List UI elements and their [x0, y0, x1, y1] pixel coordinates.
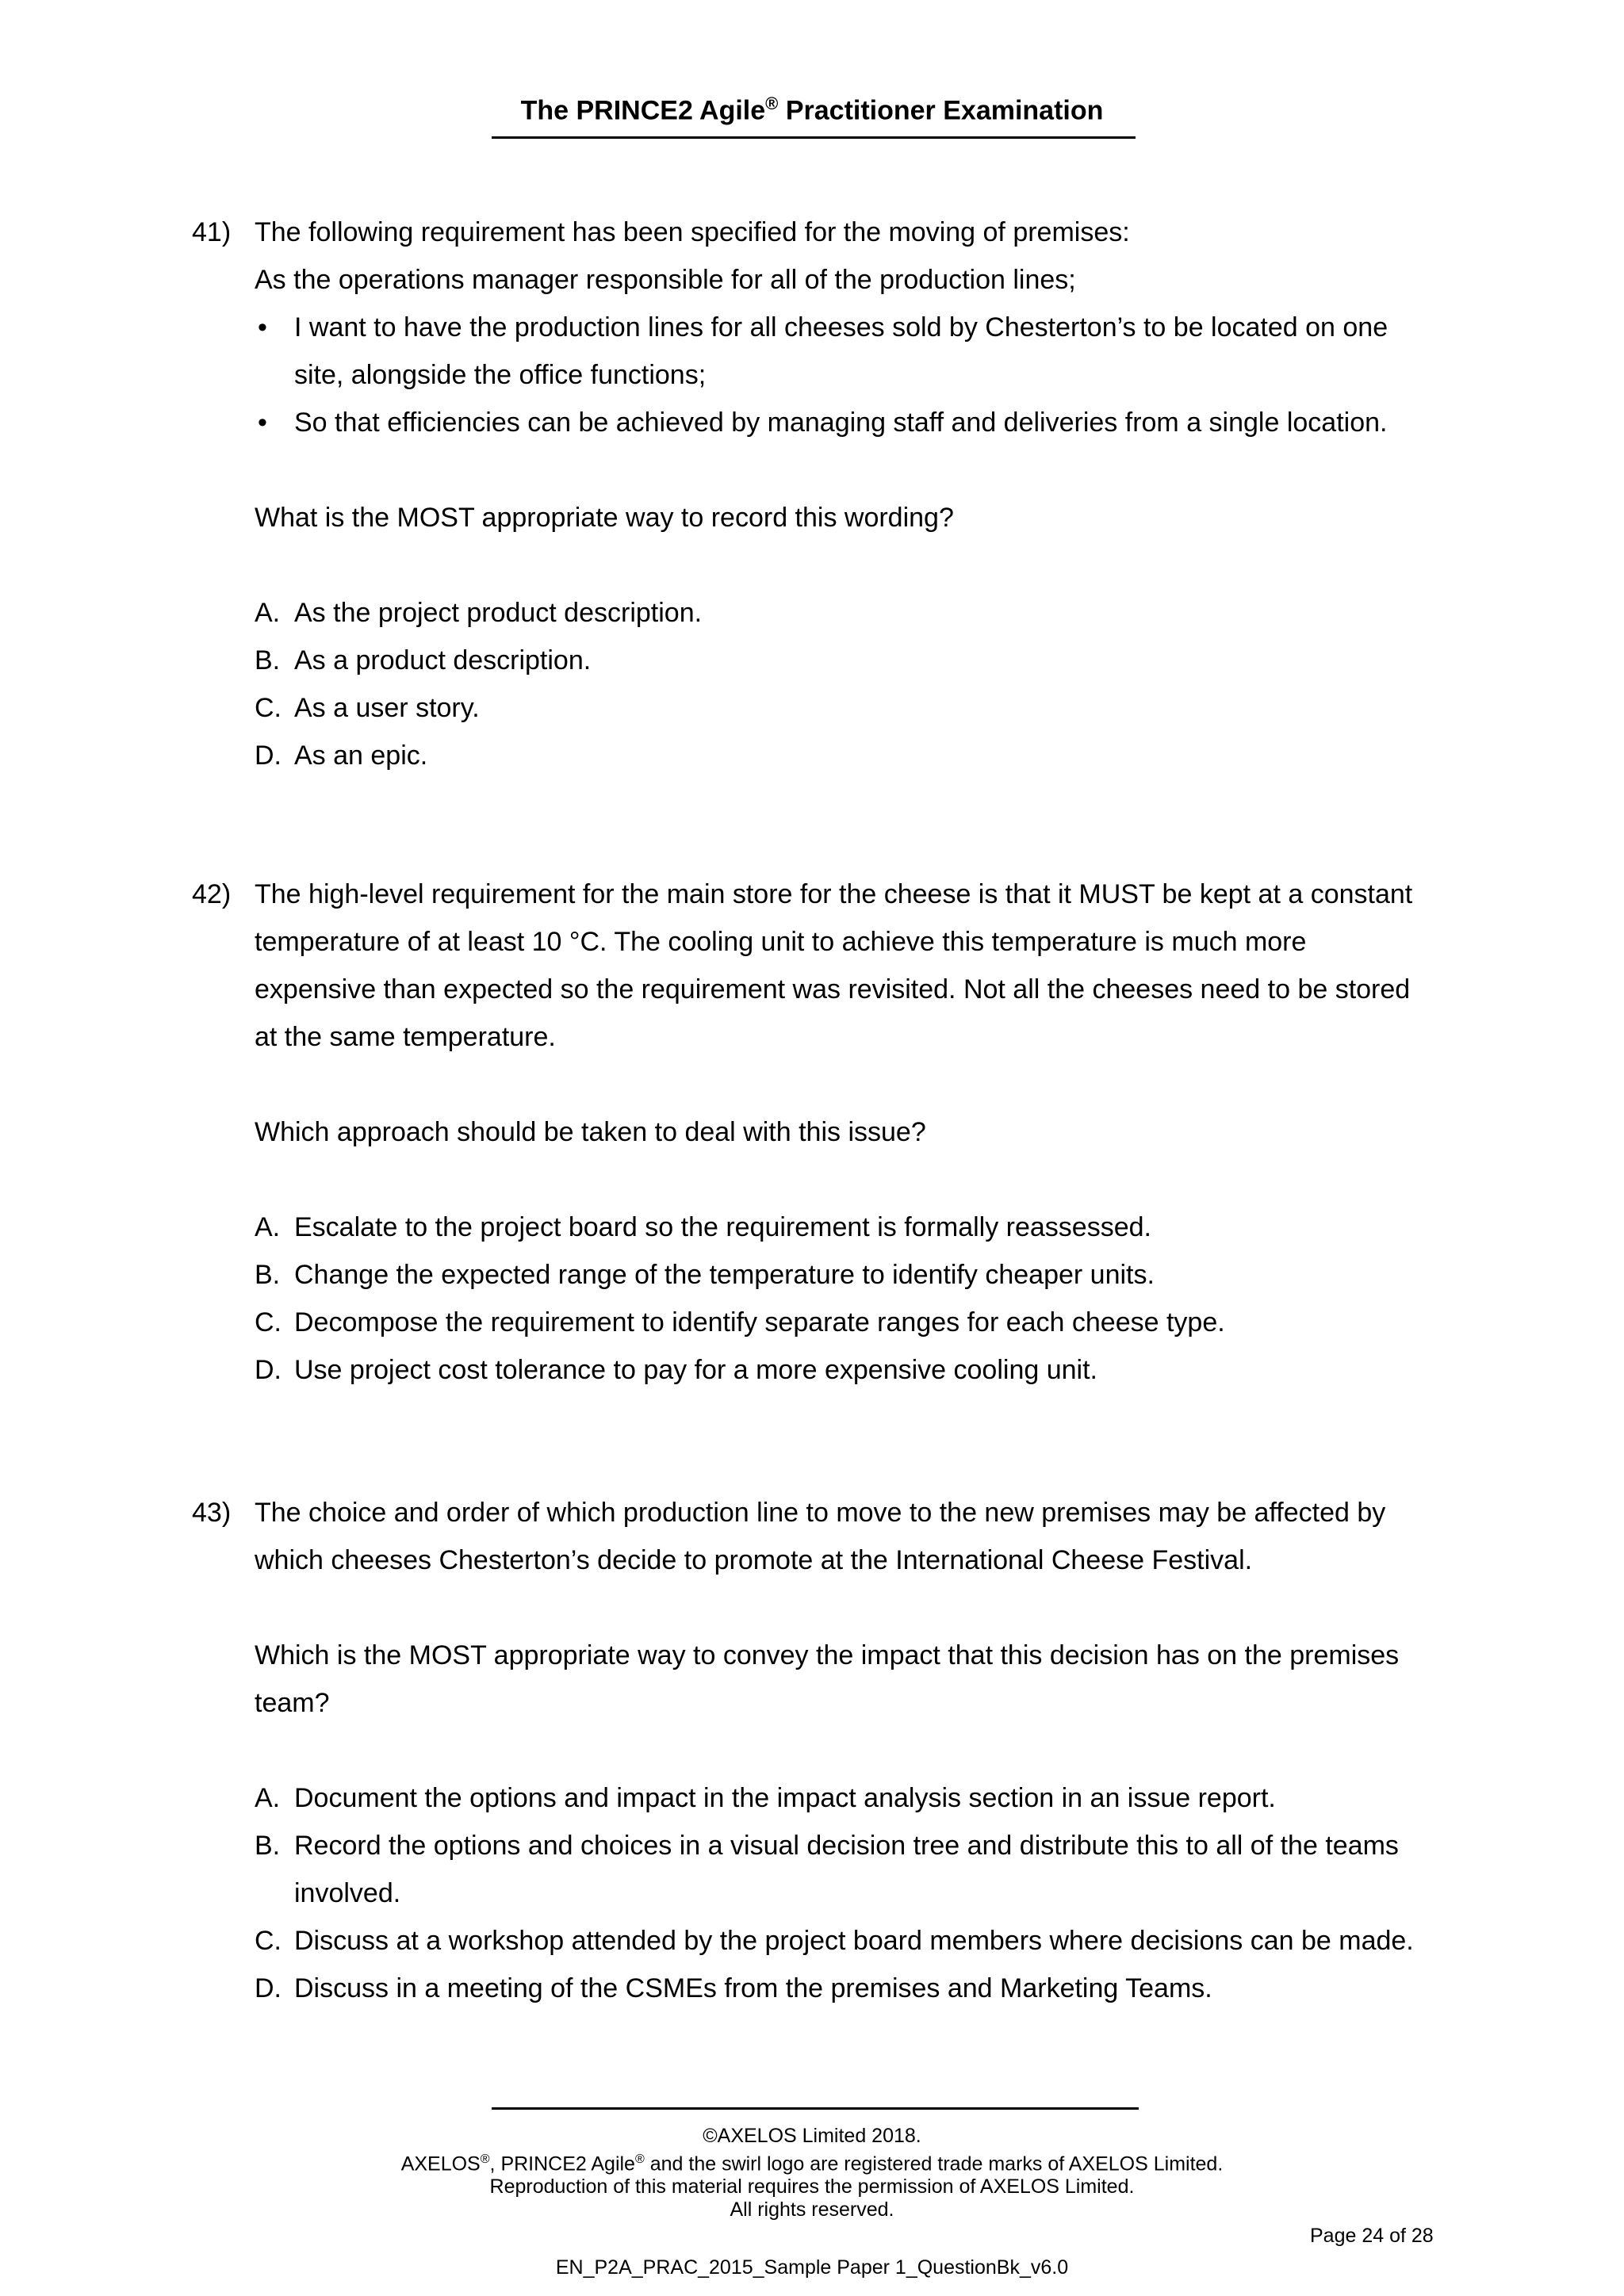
option-text: Discuss in a meeting of the CSMEs from the premises and Marketing Teams.: [294, 1973, 1212, 2003]
option-label: D.: [255, 1973, 282, 2003]
option-text: Document the options and impact in the impact analysis section in an issue report.: [294, 1783, 1276, 1813]
tm-text: , PRINCE2 Agile: [489, 2152, 635, 2175]
answer-option-c[interactable]: [255, 684, 1444, 732]
registered-mark: ®: [765, 94, 779, 113]
page-footer: [0, 2125, 1624, 2221]
option-label: C.: [255, 693, 282, 723]
answer-option-d[interactable]: [255, 732, 1444, 779]
footer-trademarks: [0, 2148, 1624, 2175]
question-prompt: What is the MOST appropriate way to record this wording?: [255, 503, 954, 533]
option-text: Use project cost tolerance to pay for a more expensive cooling unit.: [294, 1355, 1097, 1385]
option-text: Record the options and choices in a visual decision tree and distribute this to all of the teams: [294, 1831, 1399, 1861]
option-label: D.: [255, 1355, 282, 1385]
bullet-icon: •: [258, 408, 267, 438]
question-number: 41): [192, 217, 232, 247]
question-number: 42): [192, 879, 232, 909]
answer-option-b[interactable]: [255, 637, 1444, 684]
option-label: B.: [255, 645, 281, 675]
question-body: [255, 871, 1444, 1394]
option-text: As a user story.: [294, 693, 480, 723]
bullet-continuation: site, alongside the office functions;: [294, 360, 707, 390]
bullet-text: So that efficiencies can be achieved by managing staff and deliveries from a single location.: [294, 408, 1388, 438]
footer-rule: [492, 2107, 1139, 2110]
option-text: Discuss at a workshop attended by the project board members where decisions can be made.: [294, 1926, 1414, 1956]
question-intro-line: temperature of at least 10 °C. The cooling unit to achieve this temperature is much more: [255, 927, 1307, 957]
answer-option-c[interactable]: [255, 1917, 1444, 1965]
registered-mark: ®: [634, 2152, 645, 2166]
footer-copyright: ©AXELOS Limited 2018.: [703, 2125, 921, 2147]
option-text: As the project product description.: [294, 598, 703, 628]
header-title-prefix: The PRINCE2 Agile: [520, 95, 766, 126]
bullet-item: [255, 399, 1444, 446]
header-rule: [492, 136, 1136, 139]
bullet-text: I want to have the production lines for all cheeses sold by Chesterton’s to be located on one: [294, 312, 1388, 342]
answer-option-b[interactable]: [255, 1251, 1444, 1299]
registered-mark: ®: [480, 2152, 490, 2166]
question-prompt: team?: [255, 1688, 330, 1718]
answer-option-a[interactable]: [255, 589, 1444, 637]
footer-rights: All rights reserved.: [730, 2198, 894, 2221]
question-intro-line: expensive than expected so the requirement was revisited. Not all the cheeses need to be stored: [255, 974, 1411, 1004]
bullet-icon: •: [258, 312, 267, 342]
header-title-suffix: Practitioner Examination: [778, 95, 1104, 126]
answer-option-a[interactable]: [255, 1774, 1444, 1822]
option-text: Escalate to the project board so the requirement is formally reassessed.: [294, 1212, 1151, 1242]
option-label: D.: [255, 740, 282, 771]
option-label: A.: [255, 1783, 281, 1813]
footer-reproduction: Reproduction of this material requires the permission of AXELOS Limited.: [489, 2175, 1135, 2198]
question-intro-line: The high-level requirement for the main store for the cheese is that it MUST be kept at a constant: [255, 879, 1413, 909]
question-number: 43): [192, 1498, 232, 1528]
option-text: Decompose the requirement to identify separate ranges for each cheese type.: [294, 1307, 1225, 1337]
question-intro-line: As the operations manager responsible for all of the production lines;: [255, 265, 1076, 295]
bullet-item: [255, 304, 1444, 351]
document-id: EN_P2A_PRAC_2015_Sample Paper 1_QuestionBk_v6.0: [555, 2256, 1069, 2279]
answer-option-c[interactable]: [255, 1299, 1444, 1346]
page-number: Page 24 of 28: [1310, 2225, 1434, 2247]
answer-option-a[interactable]: [255, 1203, 1444, 1251]
option-label: B.: [255, 1260, 281, 1290]
tm-text: AXELOS: [400, 2152, 481, 2175]
answer-option-d[interactable]: [255, 1965, 1444, 2012]
option-label: A.: [255, 1212, 281, 1242]
option-label: C.: [255, 1307, 282, 1337]
question-intro-line: which cheeses Chesterton’s decide to promote at the International Cheese Festival.: [255, 1545, 1253, 1575]
option-label: A.: [255, 598, 281, 628]
option-label: C.: [255, 1926, 282, 1956]
question-intro-line: The choice and order of which production line to move to the new premises may be affected by: [255, 1498, 1386, 1528]
question-body: [255, 1489, 1444, 2012]
question-body: [255, 209, 1444, 779]
option-continuation: involved.: [294, 1878, 401, 1908]
page-header: [0, 94, 1624, 126]
question-prompt: Which approach should be taken to deal with this issue?: [255, 1117, 926, 1147]
option-text: As an epic.: [294, 740, 428, 771]
option-label: B.: [255, 1831, 281, 1861]
answer-option-b[interactable]: [255, 1822, 1444, 1869]
tm-text: and the swirl logo are registered trade marks of AXELOS Limited.: [644, 2152, 1224, 2175]
answer-option-d[interactable]: [255, 1346, 1444, 1394]
question-intro-line: The following requirement has been specified for the moving of premises:: [255, 217, 1130, 247]
option-text: As a product description.: [294, 645, 592, 675]
option-text: Change the expected range of the temperature to identify cheaper units.: [294, 1260, 1155, 1290]
question-prompt: Which is the MOST appropriate way to convey the impact that this decision has on the premises: [255, 1640, 1400, 1670]
question-intro-line: at the same temperature.: [255, 1022, 556, 1052]
